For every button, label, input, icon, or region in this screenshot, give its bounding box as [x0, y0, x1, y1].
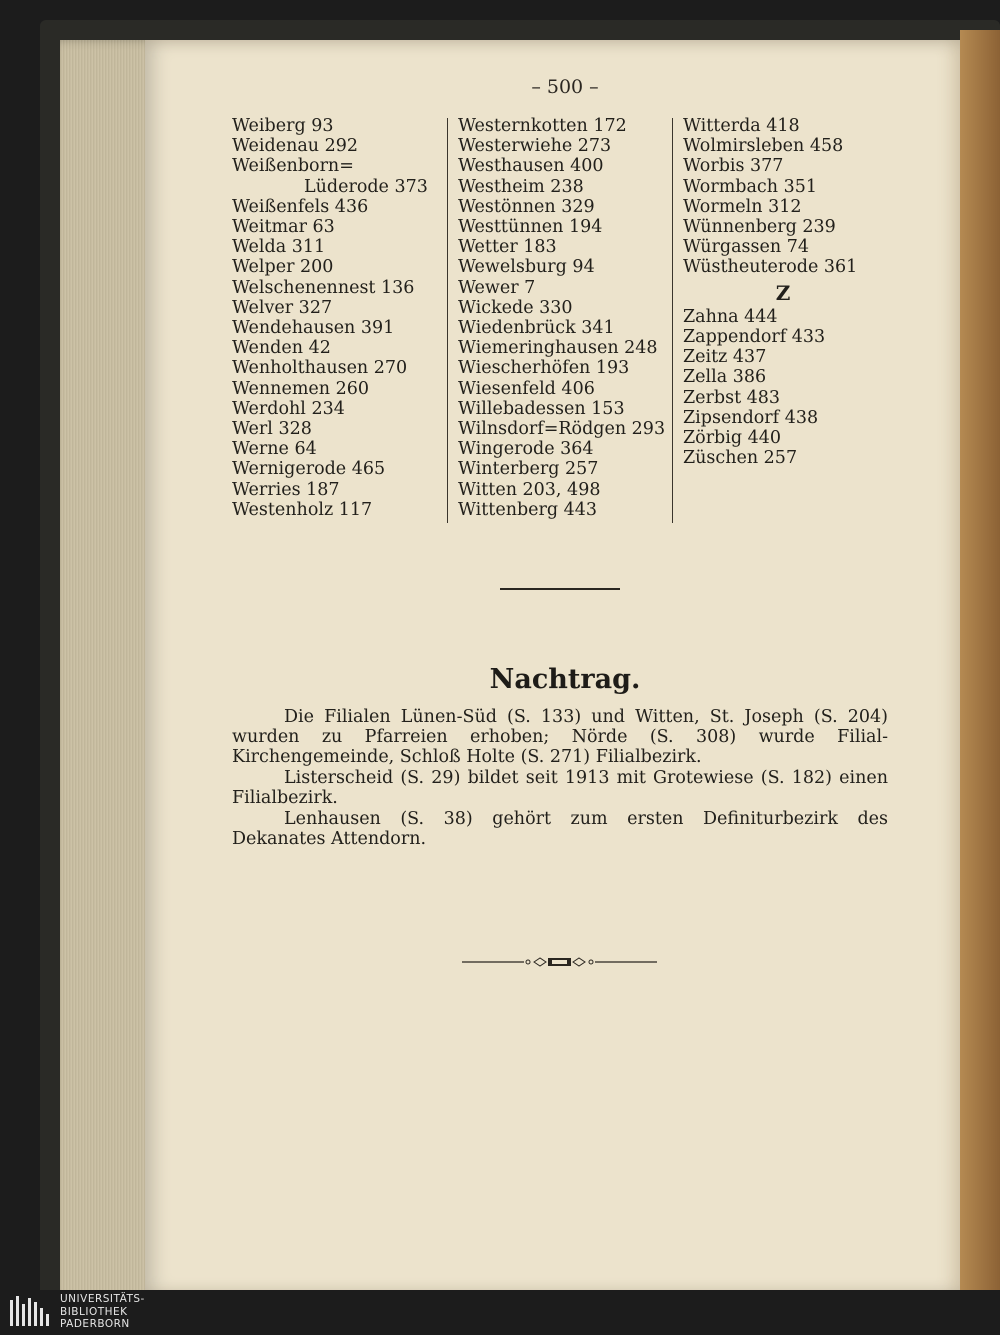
- index-entry: Wilnsdorf=Rödgen 293: [458, 419, 666, 440]
- column-divider: [672, 118, 673, 523]
- footer-bar: [0, 1290, 1000, 1335]
- index-entry: Zipsendorf 438: [683, 407, 819, 428]
- library-logo-icon: [8, 1294, 52, 1332]
- index-entry: Weidenau 292: [232, 136, 359, 157]
- index-entry: Werdohl 234: [232, 398, 345, 419]
- index-entry: Welver 327: [232, 297, 333, 318]
- index-entry: Zella 386: [683, 367, 767, 388]
- index-entry: Welda 311: [232, 237, 326, 258]
- index-entry: Wenholthausen 270: [232, 358, 408, 379]
- index-entry: Werne 64: [232, 439, 317, 460]
- index-entry: Weiberg 93: [232, 116, 334, 136]
- page-number: – 500 –: [531, 76, 599, 98]
- index-entry: Westernkotten 172: [458, 116, 627, 136]
- logo-line: PADERBORN: [60, 1318, 130, 1330]
- index-entry: Werries 187: [232, 479, 340, 500]
- index-entry: Wiemeringhausen 248: [458, 338, 658, 359]
- library-logo-text: [60, 1293, 145, 1331]
- index-entry: Wewer 7: [458, 277, 536, 298]
- index-entry: Wetter 183: [458, 237, 557, 258]
- index-entry: Wingerode 364: [458, 439, 594, 460]
- index-entry: Werl 328: [232, 419, 312, 440]
- index-entry: Wiedenbrück 341: [458, 318, 615, 339]
- index-column-3: [683, 116, 883, 468]
- index-entry: Westhausen 400: [458, 156, 604, 177]
- index-column-2: [458, 116, 670, 520]
- index-entry: Zahna 444: [683, 306, 778, 327]
- index-entry: Willebadessen 153: [458, 398, 625, 419]
- section-title: Nachtrag.: [489, 664, 641, 695]
- index-entry: Witterda 418: [683, 116, 800, 136]
- addendum-paragraph: Listerscheid (S. 29) bildet seit 1913 mit Grotewiese (S. 182) einen Filialbezirk.: [232, 768, 888, 809]
- index-entry: Wendehausen 391: [232, 318, 395, 339]
- index-entry: Wolmirsleben 458: [683, 136, 844, 157]
- index-entry: Zerbst 483: [683, 387, 781, 408]
- index-entry: Wennemen 260: [232, 378, 370, 399]
- section-divider-rule: [500, 588, 620, 590]
- book-spine-edge: [960, 30, 1000, 1310]
- index-entry: Worbis 377: [683, 156, 784, 177]
- index-entry: Wernigerode 465: [232, 459, 386, 480]
- index-entry: Weißenborn=: [232, 156, 354, 177]
- index-entry: Wüstheuterode 361: [683, 257, 858, 278]
- index-entry: Westönnen 329: [458, 196, 595, 217]
- index-entry: Lüderode 373: [304, 176, 428, 197]
- index-entry: Zeitz 437: [683, 347, 767, 368]
- column-divider: [447, 118, 448, 523]
- logo-line: UNIVERSITÄTS-: [60, 1293, 145, 1305]
- index-entry: Würgassen 74: [683, 237, 809, 258]
- index-entry: Wormbach 351: [683, 176, 817, 197]
- index-entry: Wiesenfeld 406: [458, 378, 595, 399]
- index-entry: Zörbig 440: [683, 428, 782, 449]
- index-entry: Welschenennest 136: [232, 277, 415, 298]
- index-entry: Wewelsburg 94: [458, 257, 595, 278]
- index-entry: Westtünnen 194: [458, 217, 603, 238]
- letter-heading: Z: [775, 280, 791, 305]
- addendum-paragraph: Lenhausen (S. 38) gehört zum ersten Definiturbezirk des Dekanates Attendorn.: [232, 809, 888, 850]
- index-entry: Westenholz 117: [232, 499, 373, 520]
- index-entry: Weitmar 63: [232, 217, 335, 238]
- index-entry: Westerwiehe 273: [458, 136, 612, 157]
- index-column-1: [232, 116, 437, 520]
- index-entry: Wünnenberg 239: [683, 217, 836, 238]
- index-entry: Wickede 330: [458, 297, 573, 318]
- index-entry: Zappendorf 433: [683, 327, 826, 348]
- index-entry: Weißenfels 436: [232, 196, 369, 217]
- ornament-divider: [462, 955, 657, 969]
- index-entry: Welper 200: [232, 257, 334, 278]
- addendum-paragraph: Die Filialen Lünen-Süd (S. 133) und Witten, St. Joseph (S. 204) wurden zu Pfarreien erhoben; Nörde (S. 308) wurde Filial-Kirchengemeinde, Schloß Holte (S. 271) Filialbezirk.: [232, 707, 888, 768]
- index-entry: Winterberg 257: [458, 459, 599, 480]
- index-entry: Züschen 257: [683, 448, 798, 469]
- index-entry: Wormeln 312: [683, 196, 802, 217]
- index-entry: Wittenberg 443: [458, 499, 598, 520]
- index-entry: Wenden 42: [232, 338, 331, 359]
- index-entry: Wiescherhöfen 193: [458, 358, 630, 379]
- index-entry: Witten 203, 498: [458, 479, 601, 500]
- logo-line: BIBLIOTHEK: [60, 1305, 128, 1318]
- index-entry: Westheim 238: [458, 176, 584, 197]
